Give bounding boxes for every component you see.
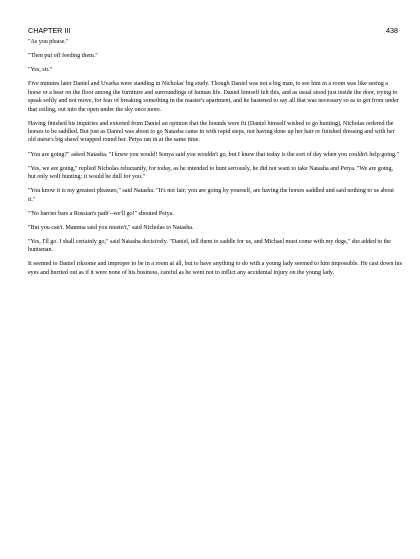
paragraph: It seemed to Daniel irksome and improper to be in a room at all, but to have anything to do with a young lady seemed to him impossible. He cast down his eyes and hurried out as if it were none of his business, careful as he went not to inflict any accidental injury on the young lady. bbox=[28, 261, 402, 276]
paragraph: "Then put off feeding them." bbox=[28, 53, 98, 60]
paragraph: "But you can't. Mamma said you mustn't," said Nicholas to Natasha. bbox=[28, 224, 194, 231]
paragraph: "Yes, we are going," replied Nicholas reluctantly, for today, as he intended to hunt seriously, he did not want to take Natasha and Petya. "We are going, but only wolf hunting: it would be dull for you." bbox=[28, 165, 393, 180]
page-header bbox=[28, 26, 398, 35]
chapter-title: CHAPTER III bbox=[28, 26, 71, 35]
paragraph: "Yes, sir." bbox=[28, 67, 52, 74]
paragraph: "You are going?" asked Natasha. "I knew you would! Sonya said you wouldn't go, but I knew that today is the sort of day when you couldn't help going." bbox=[28, 151, 400, 158]
paragraph: "You know it is my greatest pleasure," said Natasha. "It's not fair; you are going by yourself, are having the horses saddled and said nothing to us about it." bbox=[28, 188, 394, 203]
page-number: 438 bbox=[386, 26, 398, 35]
paragraph: Five minutes later Daniel and Uvarka were standing in Nicholas' big study. Though Daniel was not a big man, to see him in a room was like seeing a horse or a bear on the floor among the furniture and surroundings of human life. Daniel himself felt this, and as usual stood just inside the door, trying to speak softly and not move, for fear of breaking something in the master's apartment, and he hastened to say all that was necessary so as to get from under that ceiling, out into the open under the sky once more. bbox=[28, 81, 399, 113]
paragraph: Having finished his inquiries and extorted from Daniel an opinion that the hounds were fit (Daniel himself wished to go hunting), Nicholas ordered the horses to be saddled. But just as Daniel was about to go Natasha came in with rapid steps, not having done up her hair or finished dressing and with her old nurse's big shawl wrapped round her. Petya ran in at the same time. bbox=[28, 120, 395, 144]
paragraph: "'No barrier bars a Russian's path'--we'll go!" shouted Petya. bbox=[28, 210, 174, 217]
body-text bbox=[28, 38, 402, 277]
paragraph: "Yes, I'll go. I shall certainly go," said Natasha decisively. "Daniel, tell them to saddle for us, and Michael must come with my dogs," she added to the huntsman. bbox=[28, 238, 391, 254]
paragraph: "As you please." bbox=[28, 39, 69, 45]
